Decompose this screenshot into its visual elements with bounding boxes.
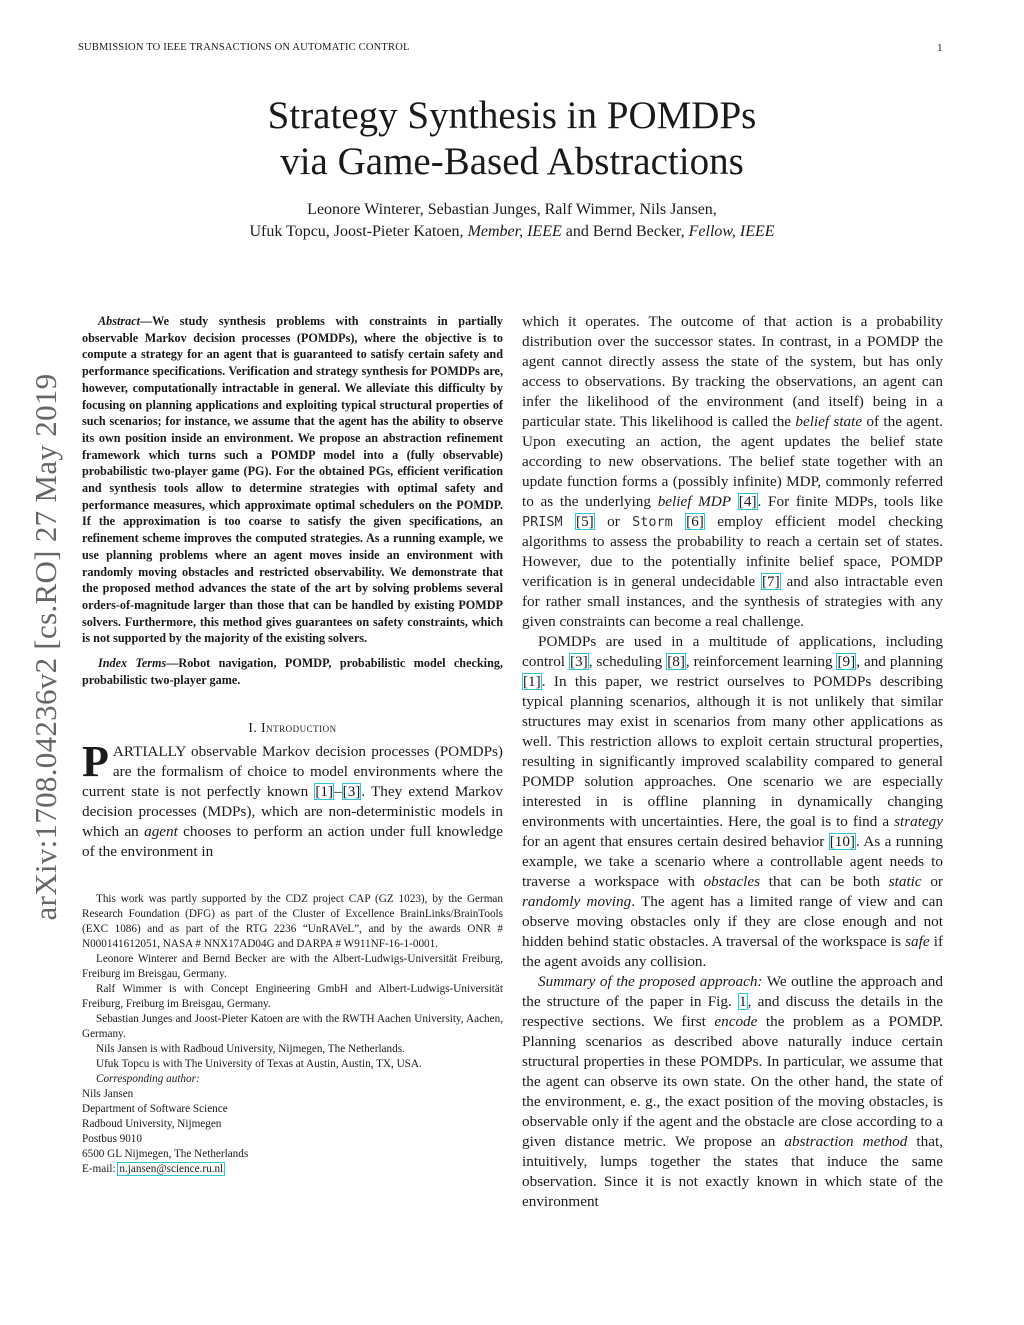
text: for an agent that ensures certain desired behavior bbox=[522, 833, 829, 850]
text: We outline the approach and the structure of the paper in Fig. bbox=[522, 973, 943, 1010]
corresponding-postbus: Postbus 9010 bbox=[82, 1133, 142, 1146]
tool-prism: PRISM bbox=[522, 514, 563, 530]
fellow-title: Fellow, IEEE bbox=[688, 223, 775, 240]
citation-link[interactable]: [7] bbox=[761, 573, 780, 590]
text bbox=[563, 513, 575, 530]
tool-storm: Storm bbox=[632, 514, 673, 530]
text: . As a running example, we take a scenario where a controllable agent needs to traverse a workspace with bbox=[522, 833, 943, 890]
authors-line-2 bbox=[0, 221, 1024, 243]
title-line-1: Strategy Synthesis in POMDPs bbox=[267, 94, 757, 137]
citation-link[interactable]: [6] bbox=[686, 513, 704, 530]
corresponding-dept: Department of Software Science bbox=[82, 1103, 228, 1116]
emph-strategy: strategy bbox=[894, 813, 943, 830]
right-column bbox=[522, 312, 943, 1212]
emph-abstraction-method: abstraction method bbox=[784, 1133, 908, 1150]
paper-title bbox=[0, 93, 1024, 185]
text: that can be both bbox=[760, 873, 889, 890]
emph-belief-mdp: belief MDP bbox=[657, 493, 732, 510]
text: . In this paper, we restrict ourselves to POMDPs describing typical planning scenarios, although it is not unlikely that similar structures may exist in scenarios from many other applications as well. This restriction allows to exploit certain structural properties, resulting in significantly improved scalability compared to general POMDP solution approaches. One scenario we are especially interested in is offline planning in dynamically changing environments with uncertainties. Here, the goal is to find a bbox=[522, 673, 943, 830]
emph-static: static bbox=[888, 873, 922, 890]
text: or bbox=[921, 873, 943, 890]
right-paragraph-2 bbox=[522, 632, 943, 972]
emph-agent: agent bbox=[144, 823, 178, 841]
text: the problem as a POMDP. Planning scenarios as described above naturally induce certain structural properties in these POMDPs. In particular, we assume that the agent can observe its own state. On the other hand, the state of the environment, e. g., the exact position of the moving obstacles, is observable only if the agent and the obstacle are close according to a given distance metric. We propose an bbox=[522, 1013, 943, 1150]
page-number: 1 bbox=[937, 42, 943, 54]
citation-link[interactable]: [3] bbox=[569, 653, 588, 670]
member-title: Member, IEEE bbox=[467, 223, 562, 240]
affiliation-note: Nils Jansen is with Radboud University, Nijmegen, The Netherlands. bbox=[96, 1043, 405, 1056]
text: , reinforcement learning bbox=[685, 653, 837, 670]
dropcap: P bbox=[82, 737, 109, 787]
authors-names: Ufuk Topcu, Joost-Pieter Katoen, bbox=[249, 223, 468, 240]
intro-paragraph bbox=[82, 737, 503, 862]
affiliation-note: Sebastian Junges and Joost-Pieter Katoen are with the RWTH Aachen University, Aachen, Germany. bbox=[82, 1013, 503, 1041]
left-column bbox=[82, 313, 503, 1177]
emph-obstacles: obstacles bbox=[703, 873, 761, 890]
corresponding-label bbox=[82, 1072, 503, 1087]
citation-link[interactable]: [1] bbox=[523, 673, 541, 690]
authors-and: and Bernd Becker, bbox=[561, 223, 689, 240]
citation-link[interactable]: [9] bbox=[837, 653, 856, 670]
citation-link[interactable]: [3] bbox=[342, 783, 361, 801]
text: . For finite MDPs, tools like bbox=[757, 493, 943, 510]
text: which it operates. The outcome of that action is a probability distribution over the successor states. In contrast, in a POMDP the agent cannot directly assess the state of the system, but has only access to observations. By tracking the observations, an agent can infer the likelihood of the environment (and itself) being in a particular state. This likelihood is called the bbox=[522, 313, 943, 430]
intro-text-a: ARTIALLY observable Markov decision processes (POMDPs) are the formalism of choice to model environments where the current state is not perfectly known bbox=[82, 743, 503, 801]
citation-link[interactable]: [8] bbox=[667, 653, 685, 670]
email-label: E-mail: bbox=[82, 1163, 119, 1176]
index-terms-text: —Robot navigation, POMDP, probabilistic model checking, probabilistic two-player game. bbox=[82, 656, 503, 687]
index-terms-label: Index Terms bbox=[98, 656, 167, 671]
running-head: SUBMISSION TO IEEE TRANSACTIONS ON AUTOMATIC CONTROL bbox=[78, 42, 410, 53]
emph-randomly-moving: randomly moving bbox=[522, 893, 632, 910]
abstract bbox=[82, 313, 503, 647]
funding-note: This work was partly supported by the CDZ project CAP (GZ 1023), by the German Research Foundation (DFG) as part of the Cluster of Excellence BrainLinks/BrainTools (EXC 1086) and as part of the RTG 2236 “UnRAVeL”, and by the awards ONR # N000141612051, NASA # NNX17AD04G and DARPA # W911NF-16-1-0001. bbox=[82, 893, 503, 951]
emph-encode: encode bbox=[714, 1013, 758, 1030]
text bbox=[731, 493, 738, 510]
text bbox=[673, 513, 685, 530]
right-paragraph-3 bbox=[522, 972, 943, 1212]
emph-belief-state: belief state bbox=[795, 413, 863, 430]
paragraph-heading: Summary of the proposed approach: bbox=[538, 973, 763, 990]
corresponding-city: 6500 GL Nijmegen, The Netherlands bbox=[82, 1148, 249, 1161]
section-title: Introduction bbox=[261, 720, 337, 736]
text: if the agent avoids any collision. bbox=[522, 933, 943, 970]
text: , and planning bbox=[856, 653, 943, 670]
text: that, intuitively, lumps together the states that induce the same observation. Since it is not exactly known in which state of the environment bbox=[522, 1133, 943, 1210]
title-line-2: via Game-Based Abstractions bbox=[280, 140, 744, 183]
text: of the agent. Upon executing an action, the agent updates the belief state according to new observations. The belief state together with an update function forms a (possibly infinite) MDP, commonly referred to as the underlying bbox=[522, 413, 943, 510]
arxiv-sidebar bbox=[6, 242, 86, 1052]
abstract-text: —We study synthesis problems with constraints in partially observable Markov decision processes (POMDPs), where the objective is to compute a strategy for an agent that is guaranteed to satisfy certain safety and performance specifications. Verification and strategy synthesis for POMDPs are, however, computationally intractable in general. We alleviate this difficulty by focusing on planning applications and exploiting typical structural properties of such scenarios; for instance, we assume that the agent has the ability to observe its own position inside an environment. We propose an abstraction refinement framework which turns such a POMDP model into a (fully observable) probabilistic two-player game (PG). For the obtained PGs, efficient verification and synthesis tools allow to determine strategies with optimal safety and performance measures, which approximate optimal schedulers on the POMDP. If the approximation is too coarse to satisfy the given specifications, an refinement scheme improves the computed strategies. As a running example, we use planning problems where an agent moves inside an environment with randomly moving obstacles and restricted observability. We demonstrate that the proposed method advances the state of the art by solving problems several orders-of-magnitude larger than those that can be handled by existing POMDP solvers. Furthermore, this method gives guarantees on safety constraints, which is not supported by the majority of the existing solvers. bbox=[82, 314, 503, 646]
text: employ efficient model checking algorithms to assess the probability to reach a certain set of states. However, due to the potentially infinite belief space, POMDP verification is in general undecidable bbox=[522, 513, 944, 590]
affiliation-note: Ufuk Topcu is with The University of Texas at Austin, Austin, TX, USA. bbox=[96, 1058, 422, 1071]
en-dash: – bbox=[334, 783, 342, 801]
corresponding-email bbox=[82, 1162, 503, 1177]
figure-link[interactable]: 1 bbox=[738, 993, 747, 1010]
emph-safe: safe bbox=[905, 933, 930, 950]
index-terms bbox=[82, 655, 503, 688]
citation-link[interactable]: [1] bbox=[315, 783, 334, 801]
abstract-label: Abstract bbox=[98, 314, 140, 328]
section-number: I. bbox=[248, 720, 258, 736]
text: and also intractable even for rather small instances, and the synthesis of strategies with any given constraints can become a real challenge. bbox=[522, 573, 944, 630]
corresponding-univ: Radboud University, Nijmegen bbox=[82, 1118, 222, 1131]
email-link[interactable]: n.jansen@science.ru.nl bbox=[119, 1163, 224, 1176]
intro-text-b: . They extend Markov decision processes (MDPs), which are non-deterministic models in which an bbox=[82, 783, 503, 841]
corresponding-label-text: Corresponding author: bbox=[96, 1073, 200, 1086]
section-heading bbox=[82, 720, 503, 736]
text: . The agent has a limited range of view and can observe moving obstacles only if they are close enough and not hidden behind static obstacles. A traversal of the workspace is bbox=[522, 893, 943, 950]
affiliation-note: Ralf Wimmer is with Concept Engineering GmbH and Albert-Ludwigs-Universität Freiburg, Freiburg im Breisgau, Germany. bbox=[82, 983, 503, 1011]
right-paragraph-1 bbox=[522, 312, 943, 632]
authors-line-1: Leonore Winterer, Sebastian Junges, Ralf Wimmer, Nils Jansen, bbox=[307, 201, 717, 218]
text: POMDPs are used in a multitude of applications, including control bbox=[522, 633, 943, 670]
text: , and discuss the details in the respective sections. We first bbox=[522, 993, 943, 1030]
corresponding-name: Nils Jansen bbox=[82, 1088, 134, 1101]
text: or bbox=[594, 513, 633, 530]
text: , scheduling bbox=[588, 653, 667, 670]
intro-text-c: chooses to perform an action under full knowledge of the environment in bbox=[82, 823, 503, 861]
footnotes bbox=[82, 892, 503, 1177]
citation-link[interactable]: [4] bbox=[738, 493, 757, 510]
arxiv-identifier: arXiv:1708.04236v2 [cs.RO] 27 May 2019 bbox=[28, 373, 63, 921]
author-list bbox=[0, 199, 1024, 243]
citation-link[interactable]: [10] bbox=[829, 833, 855, 850]
affiliation-note: Leonore Winterer and Bernd Becker are with the Albert-Ludwigs-Universität Freiburg, Freiburg im Breisgau, Germany. bbox=[82, 953, 503, 981]
citation-link[interactable]: [5] bbox=[576, 513, 594, 530]
